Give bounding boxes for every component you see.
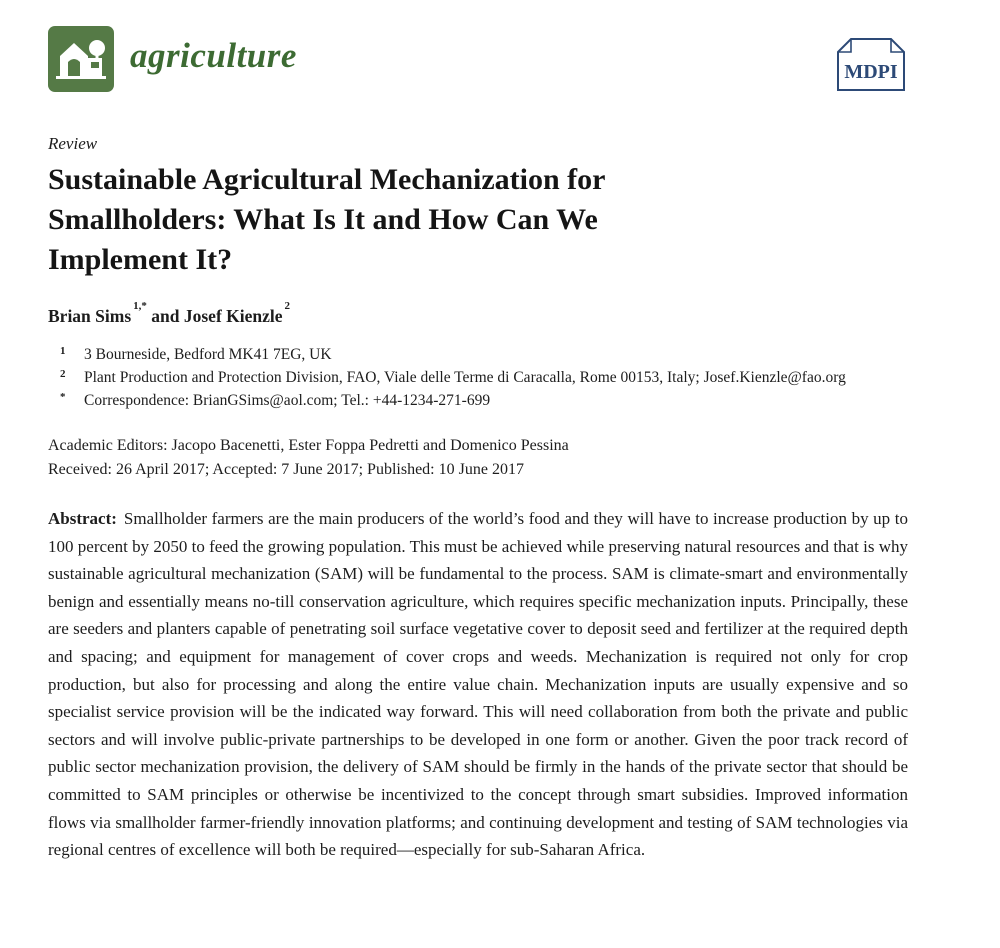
academic-editors-line: Academic Editors: Jacopo Bacenetti, Ester Foppa Pedretti and Domenico Pessina xyxy=(48,437,569,454)
journal-header xyxy=(48,26,908,100)
article-type-label: Review xyxy=(48,134,98,153)
abstract xyxy=(48,505,908,864)
abstract-label: Abstract: xyxy=(48,509,117,528)
affiliation-row xyxy=(60,366,908,389)
journal-name: agriculture xyxy=(130,36,297,75)
affiliation-text: Plant Production and Protection Division, FAO, Viale delle Terme di Caracalla, Rome 00153, Italy; Josef.Kienzle@fao.org xyxy=(84,369,846,386)
author-name-1: Brian Sims xyxy=(48,306,132,326)
author-name-2: Josef Kienzle xyxy=(183,306,283,326)
article-title-line-2: Smallholders: What Is It and How Can We xyxy=(48,203,598,236)
agriculture-logo-icon xyxy=(48,26,114,92)
author-affiliation-marker-1: 1,* xyxy=(133,300,147,313)
correspondence-row xyxy=(60,389,908,412)
mdpi-logo xyxy=(834,35,908,100)
affiliations-list xyxy=(60,343,908,412)
affiliation-marker: 2 xyxy=(60,368,66,380)
correspondence-marker: * xyxy=(60,391,66,403)
abstract-text: Smallholder farmers are the main producers of the world’s food and they will have to increase production by up to 100 percent by 2050 to feed the growing population. This must be achieved while preserving natural resources and that is why sustainable agricultural mechanization (SAM) will be fundamental to the process. SAM is climate-smart and environmentally benign and essentially means no-till conservation agriculture, which requires specific mechanization inputs. Principally, these are seeders and planters capable of penetrating soil surface vegetative cover to deposit seed and fertilizer at the required depth and spacing; and equipment for management of cover crops and weeds. Mechanization is required not only for crop production, but also for processing and along the entire value chain. Mechanization inputs are usually expensive and so specialist service provision will be the indicated way forward. This will need collaboration from both the private and public sectors and will involve public-private partnerships to be developed in one form or another. Given the poor track record of public sector mechanization provision, the delivery of SAM should be firmly in the hands of the private sector that should be committed to SAM principles or otherwise be incentivized to the concept through smart subsidies. Improved information flows via smallholder farmer-friendly innovation platforms; and continuing development and testing of SAM technologies via regional centres of excellence will both be required—especially for sub-Saharan Africa. xyxy=(48,509,908,860)
history-line: Received: 26 April 2017; Accepted: 7 June 2017; Published: 10 June 2017 xyxy=(48,460,524,478)
editorial-meta xyxy=(48,434,908,481)
affiliation-marker: 1 xyxy=(60,345,66,357)
correspondence-text: Correspondence: BrianGSims@aol.com; Tel.: +44-1234-271-699 xyxy=(84,392,491,409)
article-title-line-3: Implement It? xyxy=(48,243,233,276)
article-title-line-1: Sustainable Agricultural Mechanization for xyxy=(48,163,606,196)
affiliation-row xyxy=(60,343,908,366)
authors-joiner: and xyxy=(151,306,180,326)
mdpi-logo-icon xyxy=(834,35,908,95)
journal-brand xyxy=(48,26,297,92)
authors-line xyxy=(48,300,908,327)
author-affiliation-marker-2: 2 xyxy=(284,300,291,313)
affiliation-text: 3 Bourneside, Bedford MK41 7EG, UK xyxy=(84,346,332,363)
article-title xyxy=(48,160,908,280)
mdpi-logo-text: MDPI xyxy=(844,61,898,83)
